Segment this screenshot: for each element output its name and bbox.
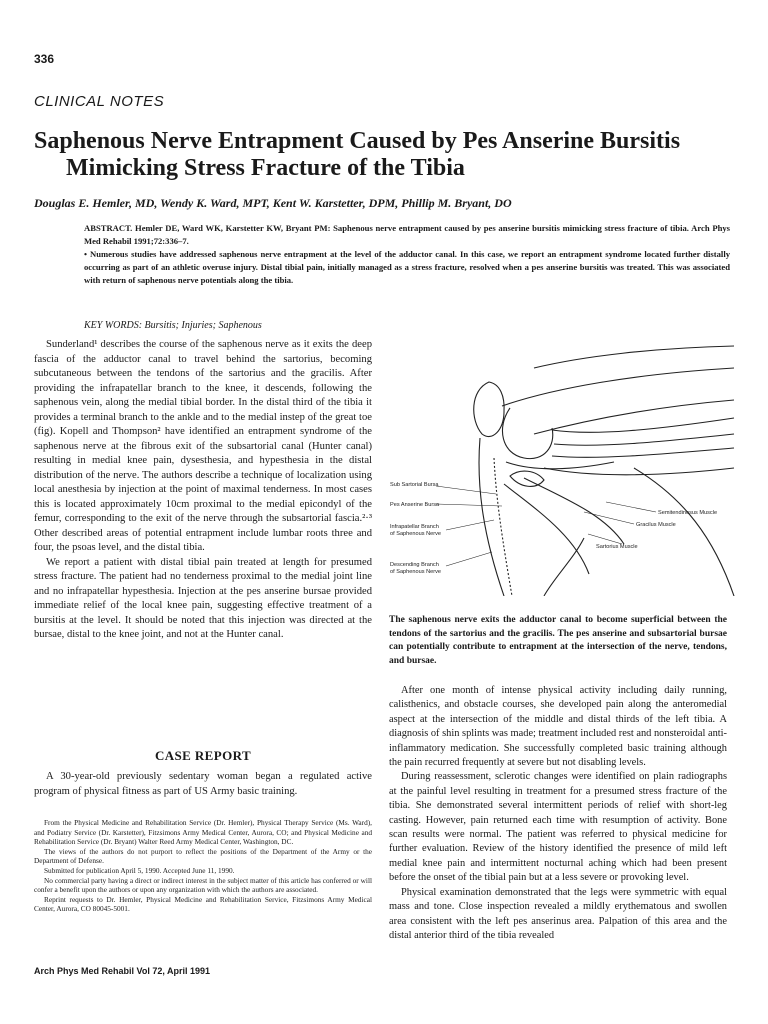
intro-text	[34, 338, 372, 643]
abstract	[84, 222, 730, 287]
label-descending-branch: of Saphenous Nerve	[390, 569, 441, 575]
shin-front	[479, 438, 504, 596]
femoral-condyle	[502, 408, 552, 459]
abstract-citation: ABSTRACT. Hemler DE, Ward WK, Karstetter KW, Bryant PM: Saphenous nerve entrapment caused by pes anserine bursitis mimicking stress fracture of tibia. Arch Phys Med Rehabil 1991;72:336–7.	[84, 223, 730, 246]
case-report-continued	[389, 684, 727, 943]
femur-shaft	[502, 368, 734, 406]
tendon	[552, 418, 734, 432]
footnote: Submitted for publication April 5, 1990. Accepted June 11, 1990.	[44, 865, 235, 875]
knee-anatomy-figure	[384, 338, 736, 596]
tendon	[504, 484, 589, 574]
figure-caption: The saphenous nerve exits the adductor canal to become superficial between the tendons of the sartorius and the gracilis. The pes anserine and subsartorial bursae can potentially contribute to entrapment at the intersection of the nerve, tendons, and bursae.	[389, 615, 727, 666]
femur-lower	[534, 400, 734, 434]
label-pes-anserine-bursa: Pes Anserine Bursa	[390, 502, 440, 508]
case-paragraph: A 30-year-old previously sedentary woman began a regulated active program of physical fitness as part of US Army basic training.	[34, 771, 372, 797]
label-gracilis: Gracilus Muscle	[636, 522, 676, 528]
case-report-text	[34, 770, 372, 799]
abstract-body: • Numerous studies have addressed saphenous nerve entrapment at the level of the adductor canal. In this case, we report an entrapment syndrome located further distally occurring as part of an athletic overuse injury. Distal tibial pain, initially managed as a stress fracture, resolved when a pes anserine bursitis was treated. This was associated with return of saphenous nerve potentials along the tibia.	[84, 249, 730, 285]
label-infrapatellar-branch: of Saphenous Nerve	[390, 531, 441, 537]
footnote: The views of the authors do not purport to reflect the positions of the Department of the Army or the Department of Defense.	[34, 846, 372, 866]
body-paragraph: During reassessment, sclerotic changes were identified on plain radiographs at the painful level resulting in treatment for a presumed stress fracture of the tibia. She demonstrated several intermittent periods of relief with short-leg casting. However, pain returned each time with resumption of activity. Bone scan results were normal. The patient was referred to physical medicine for further evaluation. Review of the history identified the presence of mild left medial knee pain and intermittent nocturnal aching which had been present before the onset of the tibial pain but at a less severe or provoking level.	[389, 771, 727, 884]
article-title	[34, 128, 734, 182]
footnotes	[34, 818, 372, 914]
tendon	[552, 448, 734, 457]
label-infrapatellar-branch: Infrapatellar Branch	[390, 524, 439, 530]
tibia-top	[506, 462, 614, 469]
label-sub-sartorial-bursa: Sub Sartorial Bursa	[390, 482, 439, 488]
patella	[474, 382, 504, 437]
label-semitendinosus: Semitendinosus Muscle	[658, 510, 718, 516]
body-paragraph: After one month of intense physical activity including daily running, calisthenics, and obstacle courses, she developed pain along the anteromedial aspect at the intersection of the middle and distal thirds of the left tibia. A diagnosis of shin splints was made; treatment included rest and nonsteroidal anti-inflammatory medication. She successfully completed basic training although the pain recurred frequently at severe but not disabling levels.	[389, 685, 727, 769]
body-paragraph: Physical examination demonstrated that the legs were symmetric with equal mass and tone. Close inspection revealed a mildly erythematous and swollen area consistent with the left pes anserinus area. Palpation of this area and the distal anterior third of the tibia revealed	[389, 886, 727, 941]
title-line-2: Mimicking Stress Fracture of the Tibia	[66, 155, 465, 181]
title-line-1: Saphenous Nerve Entrapment Caused by Pes Anserine Bursitis	[34, 128, 681, 154]
calf-outline	[634, 468, 734, 596]
shin-back	[544, 538, 584, 596]
bursa	[510, 471, 544, 486]
footnote: No commercial party having a direct or indirect interest in the subject matter of this article has conferred or will confer a benefit upon the authors or upon any organization with which the authors are associated.	[34, 875, 372, 895]
keywords: KEY WORDS: Bursitis; Injuries; Saphenous	[84, 320, 262, 331]
author-list: Douglas E. Hemler, MD, Wendy K. Ward, MPT, Kent W. Karstetter, DPM, Phillip M. Bryant, DO	[34, 196, 512, 210]
thigh-outline	[534, 346, 734, 368]
footnote: Reprint requests to Dr. Hemler, Physical Medicine and Rehabilitation Service, Fitzsimons Army Medical Center, Aurora, CO 80045-5001.	[34, 894, 372, 914]
label-sartorius: Sartorius Muscle	[596, 544, 638, 550]
label-descending-branch: Descending Branch	[390, 562, 439, 568]
tendon	[554, 434, 734, 445]
footnote: From the Physical Medicine and Rehabilitation Service (Dr. Hemler), Physical Therapy Service (Ms. Ward), and Podiatry Service (Dr. Karstetter), Fitzsimons Army Medical Center, Aurora, CO; and Physical Medicine and Rehabilitation Service (Dr. Bryant) Walter Reed Army Medical Center, Washington, DC.	[34, 818, 372, 847]
section-label: CLINICAL NOTES	[34, 93, 165, 110]
saphenous-nerve	[494, 458, 512, 596]
journal-footer: Arch Phys Med Rehabil Vol 72, April 1991	[34, 966, 211, 976]
page-number: 336	[34, 52, 55, 66]
intro-paragraph: Sunderland¹ describes the course of the saphenous nerve as it exits the deep fascia of the adductor canal to travel behind the sartorius, becoming subcutaneous between the tendons of the sartorius and the gracilis. After providing the infrapatellar branch to the knee, it descends, following the saphenous vein, along the medial tibial border. In the distal third of the tibia it provides a terminal branch to the ankle and to the medial instep of the great toe (fig). Kopell and Thompson² have identified an entrapment syndrome of the saphenous nerve at the fibrous exit of the subsartorial canal (Hunter canal) resulting in medial knee pain, dysesthesia, and hypesthesia in the distal distribution of the nerve. The authors describe a technique of localization using local anesthesia by injection at the point of maximal tenderness. In most cases this is located approximately 10cm proximal to the medial epicondyl of the femur, corresponding to the exit of the nerve through the subsartorial fascia.²·³ Other described areas of potential entrapment include lumbar roots three and four, the psoas level, and the distal tibia.	[34, 339, 372, 553]
intro-paragraph: We report a patient with distal tibial pain treated at length for presumed stress fracture. The patient had no tenderness proximal to the medial joint line and no infrapatellar hypesthesia. Injection at the pes anserine bursae provided immediate relief of the local knee pain, suggesting effective treatment of a bursitis at the level. It should be noted that this injection was directed at the bursae, distal to the knee joint, and not at the Hunter canal.	[34, 556, 372, 640]
case-report-heading: CASE REPORT	[154, 748, 252, 763]
